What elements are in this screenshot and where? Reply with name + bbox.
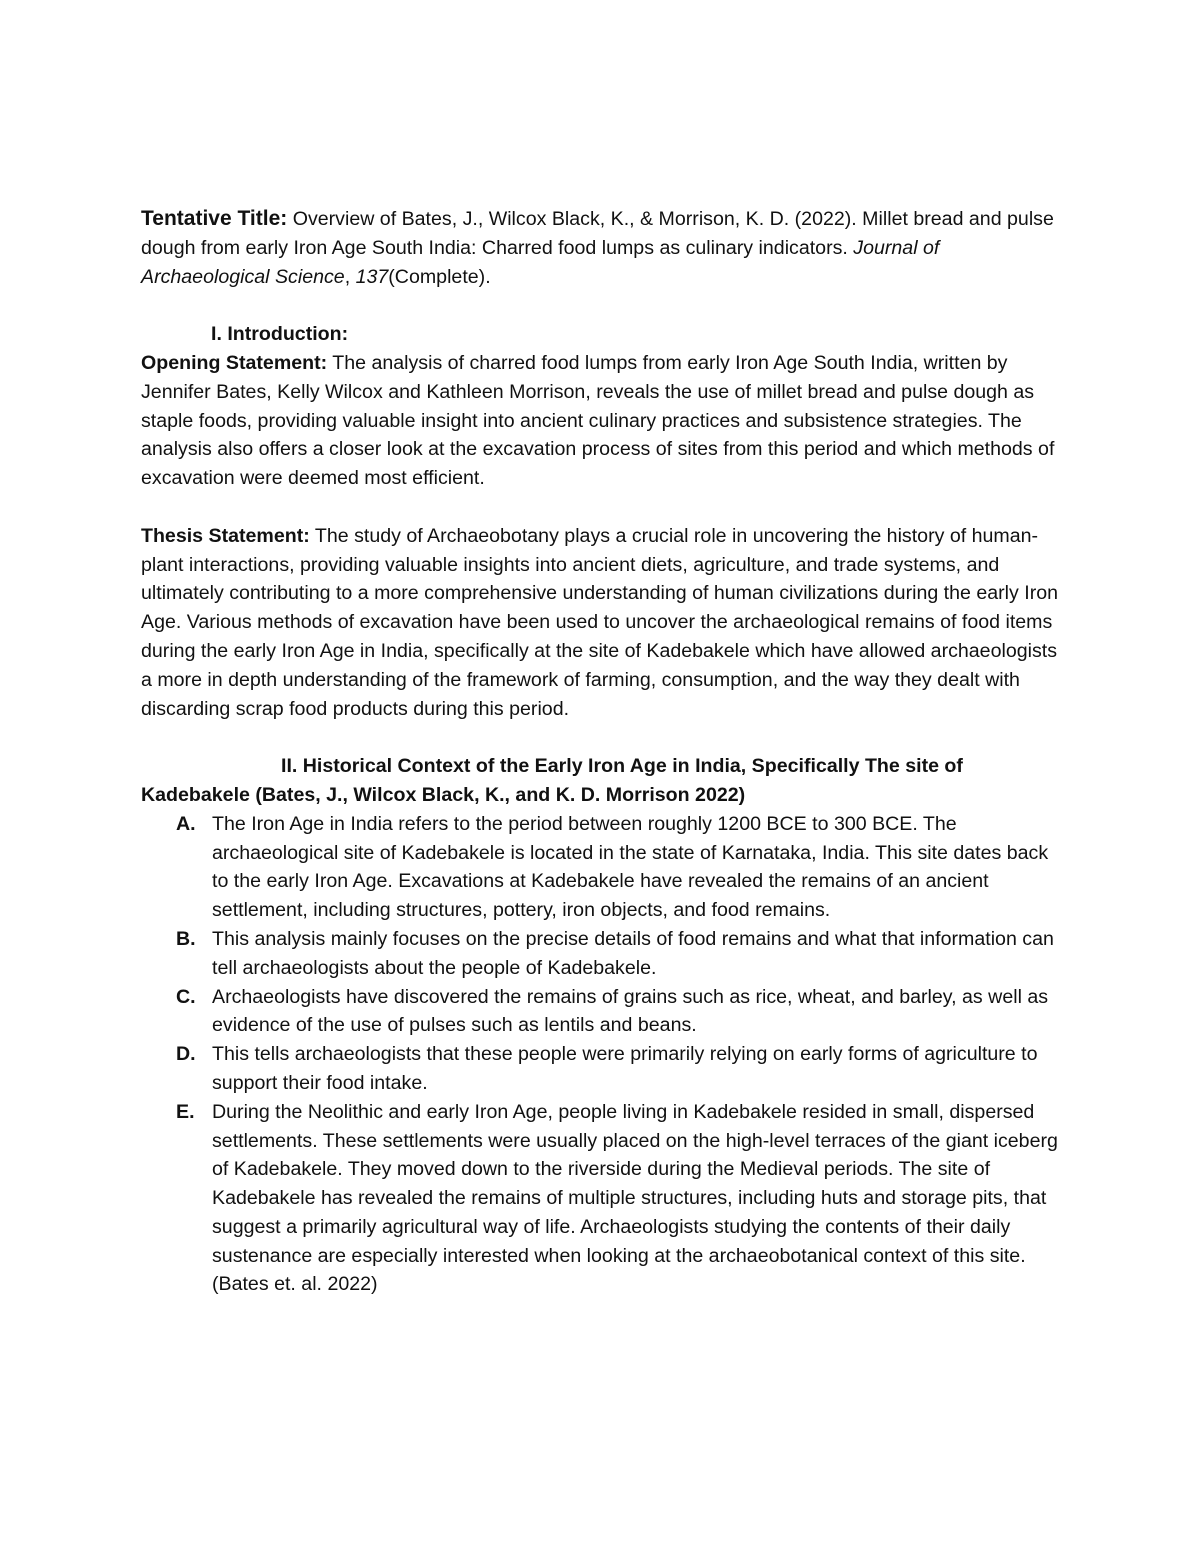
journal-volume: 137 xyxy=(355,265,389,288)
list-marker: B. xyxy=(176,927,196,950)
list-item xyxy=(141,1098,1061,1300)
list-marker: E. xyxy=(176,1100,195,1123)
journal-issue: (Complete). xyxy=(388,265,491,288)
blank-line xyxy=(141,291,1061,320)
list-marker: D. xyxy=(176,1043,196,1066)
list-item-text: This analysis mainly focuses on the precise details of food remains and what that information can tell archaeologists about the people of Kadebakele. xyxy=(212,927,1054,979)
thesis-statement-label: Thesis Statement: xyxy=(141,524,310,547)
citation-text: Overview of Bates, J., Wilcox Black, K., & Morrison, K. D. (2022). Millet bread and pulse dough from early Iron Age South India: Charred food lumps as culinary indicators. xyxy=(141,208,1054,259)
blank-line xyxy=(141,493,1061,522)
tentative-title-label: Tentative Title: xyxy=(141,207,288,230)
document-page xyxy=(141,205,1061,1299)
journal-name: Journal of Archaeological Science xyxy=(141,236,940,288)
list-item xyxy=(141,983,1061,1041)
list-marker: A. xyxy=(176,812,196,835)
opening-statement-text: The analysis of charred food lumps from early Iron Age South India, written by Jennifer Bates, Kelly Wilcox and Kathleen Morrison, reveals the use of millet bread and pulse dough as staple foods, providing valuable insight into ancient culinary practices and subsistence strategies. The analysis also offers a closer look at the excavation process of sites from this period and which methods of excavation were deemed most efficient. xyxy=(141,351,1055,490)
thesis-statement-text: The study of Archaeobotany plays a crucial role in uncovering the history of human-plant interactions, providing valuable insights into ancient diets, agriculture, and trade systems, and ultimately contributing to a more comprehensive understanding of human civilizations during the early Iron Age. Various methods of excavation have been used to uncover the archaeological remains of food items during the early Iron Age in India, specifically at the site of Kadebakele which have allowed archaeologists a more in depth understanding of the framework of farming, consumption, and the way they dealt with discarding scrap food products during this period. xyxy=(141,524,1059,720)
section-heading-introduction: I. Introduction: xyxy=(211,323,349,346)
citation-separator: , xyxy=(344,265,356,288)
list-item-text: During the Neolithic and early Iron Age, people living in Kadebakele resided in small, dispersed settlements. These settlements were usually placed on the high-level terraces of the giant iceberg of Kadebakele. They moved down to the riverside during the Medieval periods. The site of Kadebakele has revealed the remains of multiple structures, including huts and storage pits, that suggest a primarily agricultural way of life. Archaeologists studying the contents of their daily sustenance are especially interested when looking at the archaeobotanical context of this site. (Bates et. al. 2022) xyxy=(212,1100,1058,1296)
list-item-text: Archaeologists have discovered the remains of grains such as rice, wheat, and barley, as well as evidence of the use of pulses such as lentils and beans. xyxy=(212,985,1049,1037)
tentative-title-paragraph xyxy=(141,205,1061,291)
list-item xyxy=(141,925,1061,983)
blank-line xyxy=(141,723,1061,752)
opening-statement-label: Opening Statement: xyxy=(141,351,328,374)
opening-statement-paragraph xyxy=(141,349,1061,493)
section-heading-historical-context xyxy=(141,752,1061,810)
list-item-text: This tells archaeologists that these people were primarily relying on early forms of agriculture to support their food intake. xyxy=(212,1043,1038,1094)
outline-list xyxy=(141,810,1061,1300)
list-item xyxy=(141,810,1061,925)
list-item-text: The Iron Age in India refers to the period between roughly 1200 BCE to 300 BCE. The archaeological site of Kadebakele is located in the state of Karnataka, India. This site dates back to the early Iron Age. Excavations at Kadebakele have revealed the remains of an ancient settlement, including structures, pottery, iron objects, and food remains. xyxy=(212,812,1049,922)
thesis-statement-paragraph xyxy=(141,522,1061,724)
list-item xyxy=(141,1040,1061,1098)
section-heading-line2: Kadebakele (Bates, J., Wilcox Black, K., and K. D. Morrison 2022) xyxy=(141,783,746,806)
list-marker: C. xyxy=(176,985,196,1008)
section-heading-line1: II. Historical Context of the Early Iron Age in India, Specifically The site of xyxy=(281,755,963,778)
